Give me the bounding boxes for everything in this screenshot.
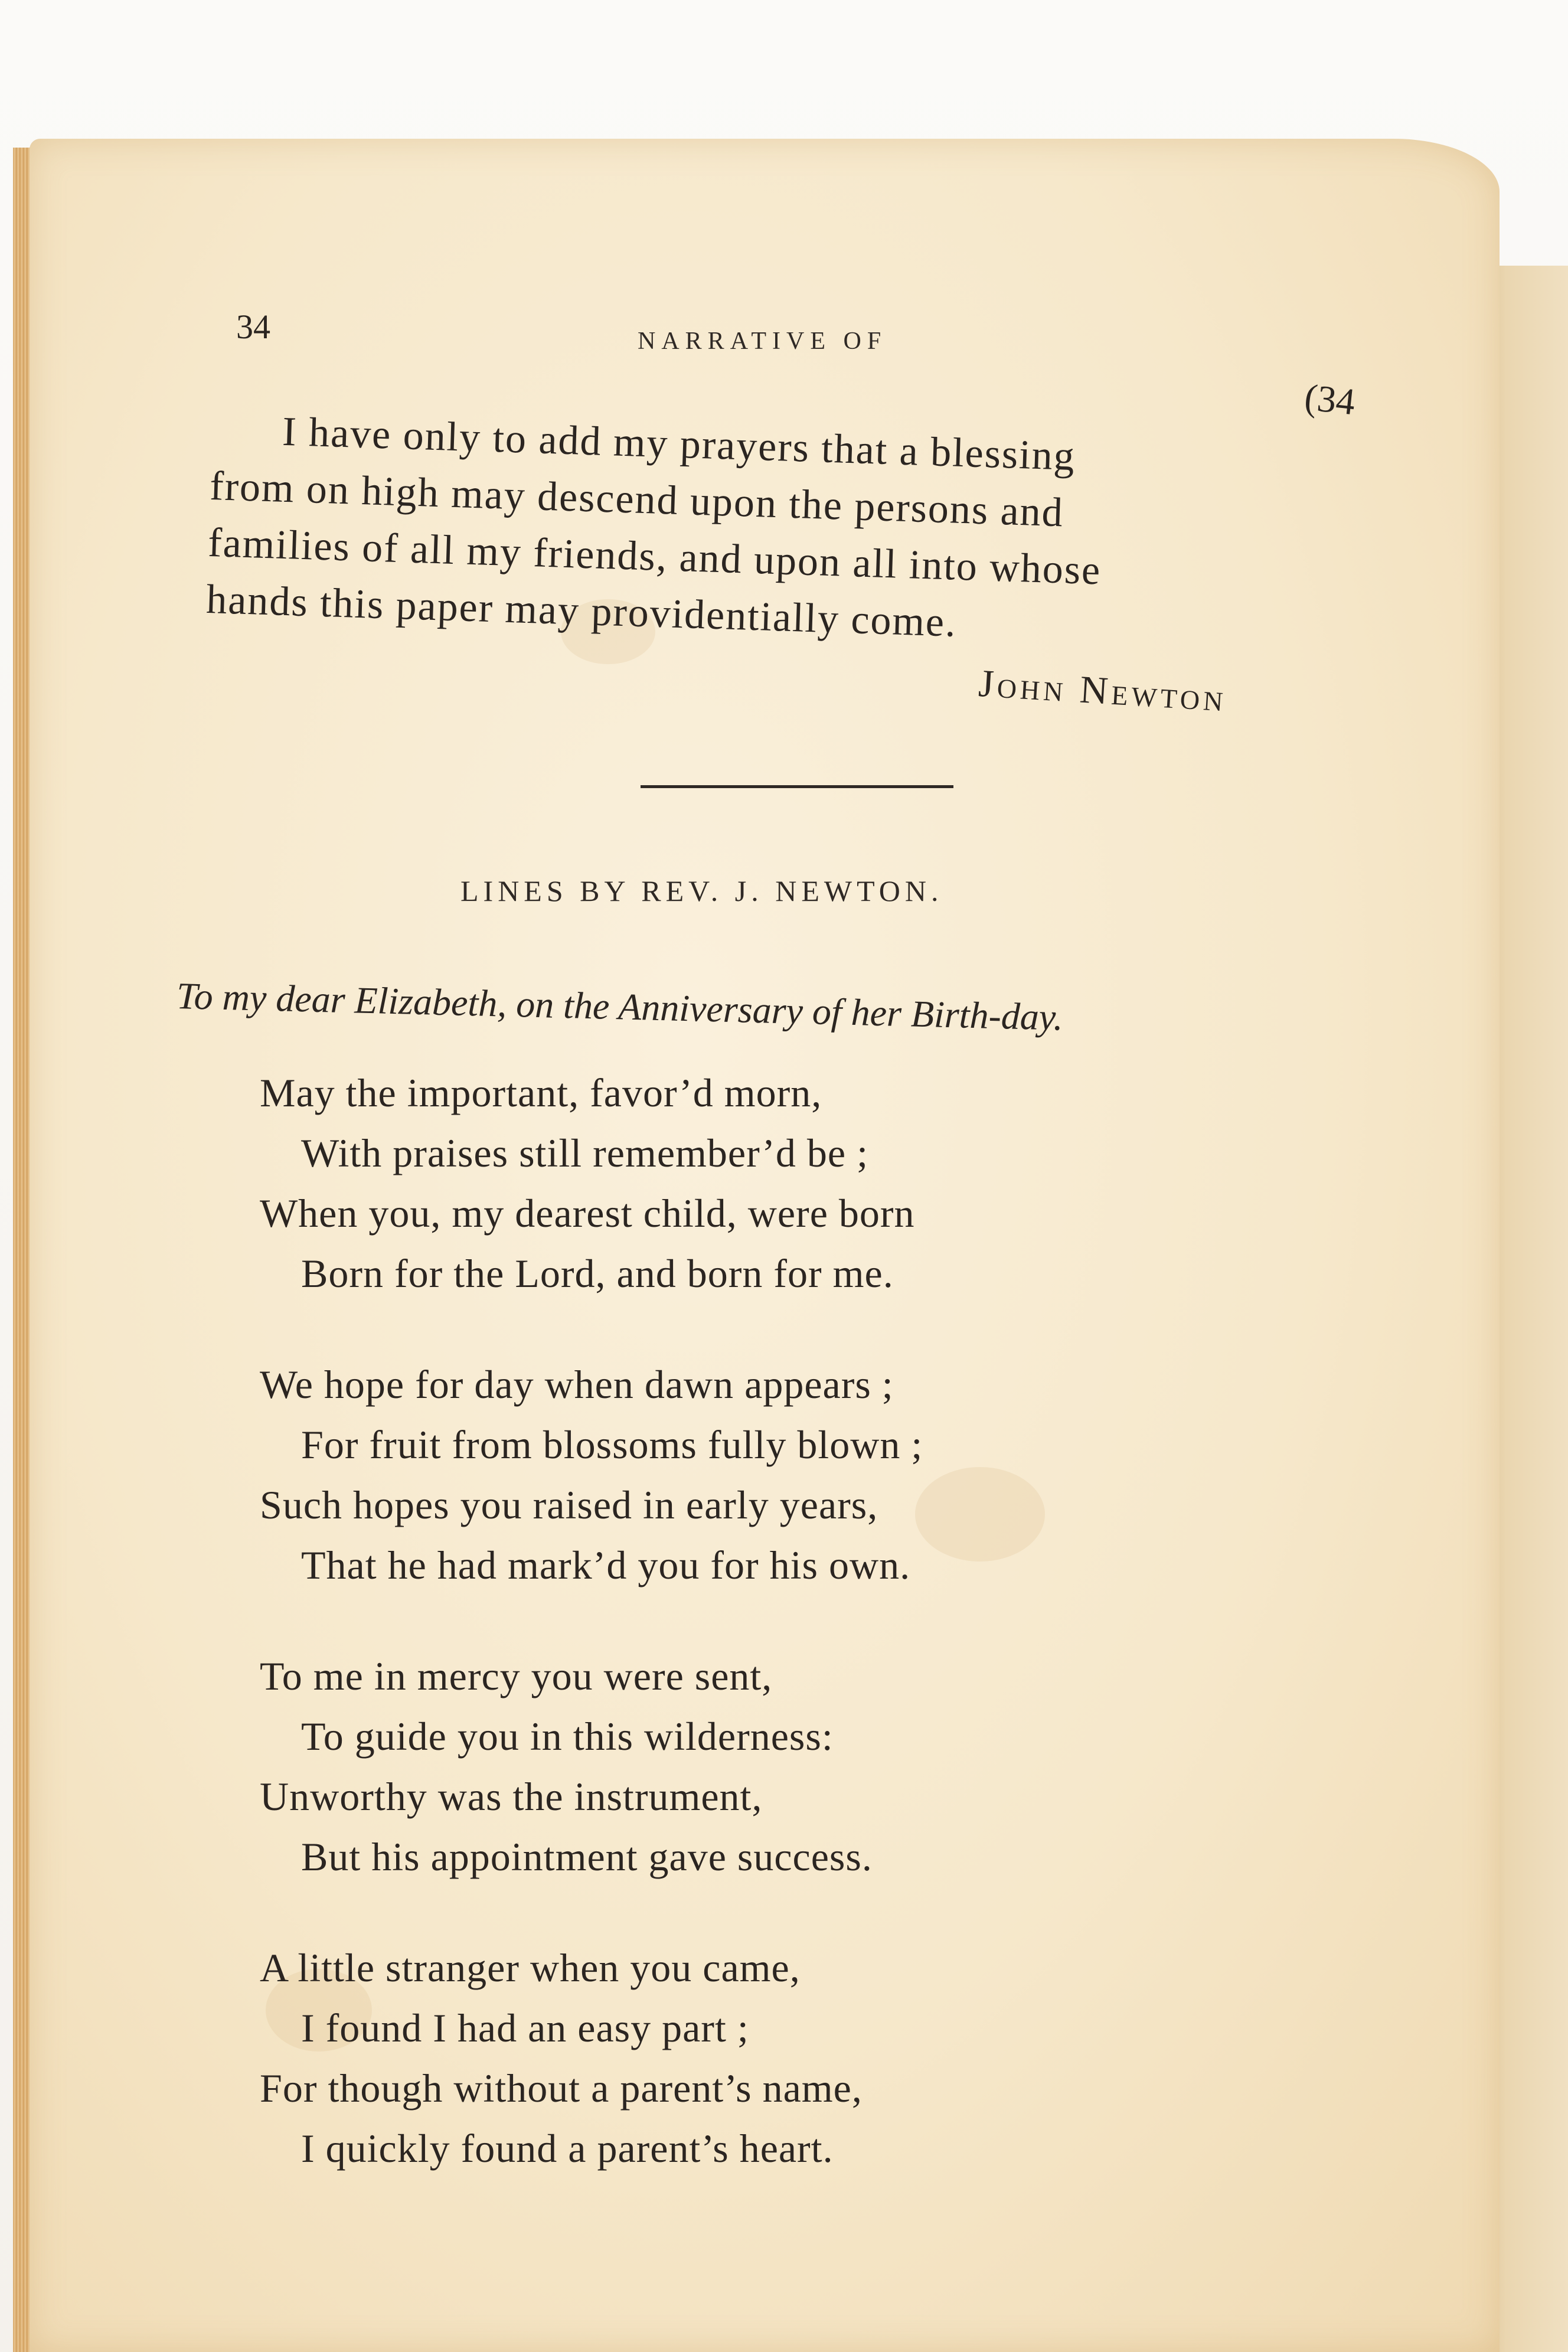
verse-line: For fruit from blossoms fully blown ;	[301, 1422, 923, 1467]
running-head	[236, 307, 1417, 355]
verse-line: I quickly found a parent’s heart.	[301, 2126, 834, 2171]
poem	[260, 1063, 1263, 2229]
paragraph-line: from on high may descend upon the persons and	[209, 463, 1064, 536]
running-head-title: NARRATIVE OF	[638, 328, 887, 355]
verse-line: We hope for day when dawn appears ;	[260, 1362, 894, 1407]
verse-line: May the important, favor’d morn,	[260, 1070, 822, 1115]
verse-line: But his appointment gave success.	[301, 1834, 873, 1879]
stanza	[260, 1938, 1263, 2178]
verse-line: To me in mercy you were sent,	[260, 1654, 773, 1698]
stanza	[260, 1646, 1263, 1887]
poem-heading: LINES BY REV. J. NEWTON.	[460, 874, 943, 907]
paragraph-line: hands this paper may providentially come.	[205, 576, 958, 646]
verse-line: For though without a parent’s name,	[260, 2066, 863, 2111]
verse-line: When you, my dearest child, were born	[260, 1191, 915, 1236]
margin-annotation: (34	[1302, 375, 1357, 423]
verse-line: I found I had an easy part ;	[301, 2005, 749, 2050]
page-number: 34	[236, 308, 270, 346]
closing-paragraph	[205, 401, 1393, 665]
verse-line: Born for the Lord, and born for me.	[301, 1251, 894, 1296]
verse-line: Such hopes you raised in early years,	[260, 1482, 878, 1527]
stanza	[260, 1063, 1263, 1304]
verse-line: With praises still remember’d be ;	[301, 1131, 868, 1175]
verse-line: To guide you in this wilderness:	[301, 1714, 834, 1759]
signature: John Newton	[977, 661, 1228, 720]
stanza	[260, 1354, 1263, 1595]
verse-line: A little stranger when you came,	[260, 1945, 801, 1990]
verse-line: Unworthy was the instrument,	[260, 1774, 763, 1819]
poem-dedication: To my dear Elizabeth, on the Anniversary of her Birth-day.	[176, 974, 1064, 1038]
section-divider	[641, 785, 953, 788]
paragraph-line: I have only to add my prayers that a blessing	[282, 409, 1076, 479]
paragraph-line: families of all my friends, and upon all into whose	[207, 520, 1102, 594]
verse-line: That he had mark’d you for his own.	[301, 1543, 911, 1587]
